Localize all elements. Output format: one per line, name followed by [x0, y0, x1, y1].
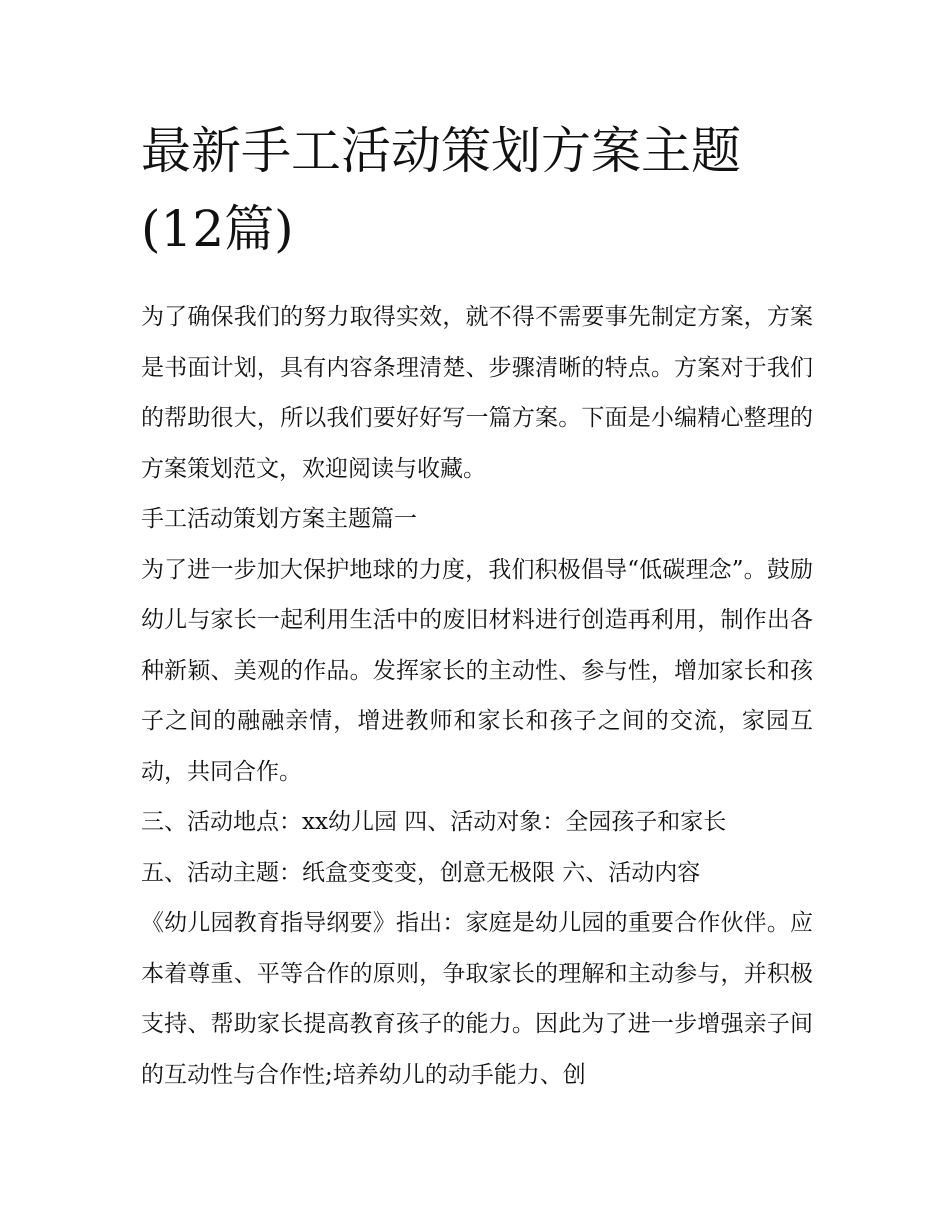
section-heading-part-one: 手工活动策划方案主题篇一	[141, 506, 417, 532]
document-content	[141, 112, 813, 1100]
location-and-audience-line: 三、活动地点：xx幼儿园 四、活动对象：全园孩子和家长	[141, 809, 727, 835]
theme-and-content-line: 五、活动主题：纸盒变变变，创意无极限 六、活动内容	[141, 859, 701, 886]
guideline-paragraph: 《幼儿园教育指导纲要》指出：家庭是幼儿园的重要合作伙伴。应本着尊重、平等合作的原则，争取家长的理解和主动参与，并积极支持、帮助家长提高教育孩子的能力。因此为了进一步增强亲子间的互动性与合作性;培养幼儿的动手能力、创	[141, 910, 813, 1088]
document-title: 最新手工活动策划方案主题(12篇)	[141, 122, 741, 258]
purpose-paragraph: 为了进一步加大保护地球的力度，我们积极倡导“低碳理念”。鼓励幼儿与家长一起利用生活中的废旧材料进行创造再利用，制作出各种新颖、美观的作品。发挥家长的主动性、参与性，增加家长和孩子之间的融融亲情，增进教师和家长和孩子之间的交流，家园互动，共同合作。	[141, 556, 813, 785]
document-body	[141, 292, 813, 1100]
intro-paragraph: 为了确保我们的努力取得实效，就不得不需要事先制定方案，方案是书面计划，具有内容条理清楚、步骤清晰的特点。方案对于我们的帮助很大，所以我们要好好写一篇方案。下面是小编精心整理的方案策划范文，欢迎阅读与收藏。	[141, 304, 813, 482]
